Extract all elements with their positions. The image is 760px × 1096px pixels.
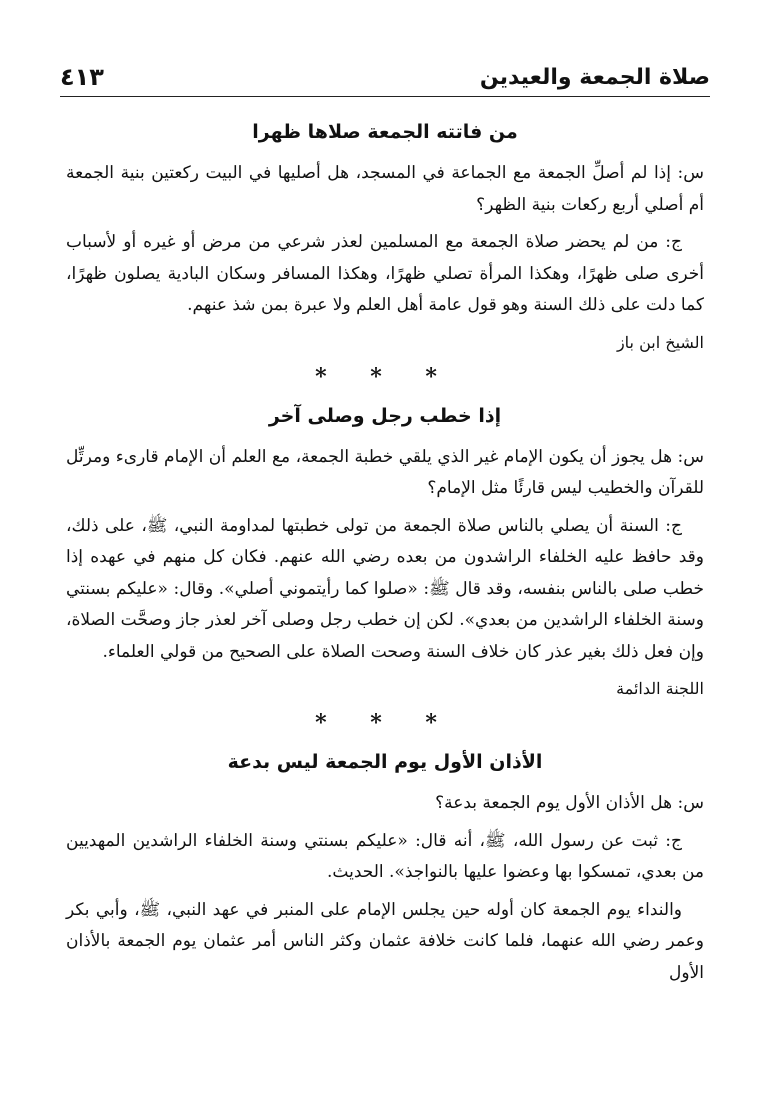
signature-2: اللجنة الدائمة — [616, 679, 704, 698]
signature-1: الشيخ ابن باز — [616, 332, 704, 352]
answer-2: ج: السنة أن يصلي بالناس صلاة الجمعة من تولى خطبتها لمداومة النبي، ﷺ، على ذلك، وقد حافظ عليه الخلفاء الراشدون من بعده رضي الله عنهم. فكان كل منهم في عهده إذا خطب صلى بالناس بنفسه، وقد قال ﷺ: «صلوا كما رأيتموني أصلي». وقال: «عليكم بسنتي وسنة الخلفاء الراشدين من بعدي». لكن إن خطب رجل وصلى آخر لعذر جاز وصحَّت الصلاة، وإن فعل ذلك بغير عذر كان خلاف السنة وصحت الصلاة على الصحيح من قولي العلماء. — [66, 515, 704, 662]
book-title: صلاة الجمعة والعيدين — [479, 64, 710, 90]
answer-3: ج: ثبت عن رسول الله، ﷺ، أنه قال: «عليكم بسنتي وسنة الخلفاء الراشدين المهديين من بعدي، تمسكوا بها وعضوا عليها بالنواجذ». الحديث. — [66, 830, 704, 882]
question-2: س: هل يجوز أن يكون الإمام غير الذي يلقي خطبة الجمعة، مع العلم أن الإمام قارىء ومرتِّل للقرآن والخطيب ليس قارئًا مثل الإمام؟ — [66, 446, 704, 498]
question-1: س: إذا لم أصلِّ الجمعة مع الجماعة في المسجد، هل أصليها في البيت ركعتين بنية الجمعة أم أصلي أربع ركعات بنية الظهر؟ — [66, 163, 704, 215]
section-separator-1: * * * — [315, 363, 455, 390]
running-header — [60, 62, 710, 92]
section-separator-2: * * * — [315, 710, 455, 736]
section-title-2: إذا خطب رجل وصلى آخر — [268, 404, 502, 427]
page-number: ٤١٣ — [60, 63, 104, 91]
question-3: س: هل الأذان الأول يوم الجمعة بدعة؟ — [435, 793, 704, 813]
header-rule — [60, 96, 710, 97]
paragraph-3-continued: والنداء يوم الجمعة كان أوله حين يجلس الإمام على المنبر في عهد النبي، ﷺ، وأبي بكر وعمر رضي الله عنهما، فلما كانت خلافة عثمان وكثر الناس أمر عثمان يوم الجمعة بالأذان الأول — [66, 899, 704, 983]
section-title-1: من فاتته الجمعة صلاها ظهرا — [252, 121, 518, 143]
section-title-3: الأذان الأول يوم الجمعة ليس بدعة — [227, 751, 543, 773]
page-content — [66, 114, 704, 989]
answer-1: ج: من لم يحضر صلاة الجمعة مع المسلمين لعذر شرعي من مرض أو غيره أو لأسباب أخرى صلى ظهرًا، وهكذا المرأة تصلي ظهرًا، وهكذا المسافر وسكان البادية يصلون ظهرًا، كما دلت على ذلك السنة وهو قول عامة أهل العلم ولا عبرة بمن شذ عنهم. — [66, 232, 704, 315]
